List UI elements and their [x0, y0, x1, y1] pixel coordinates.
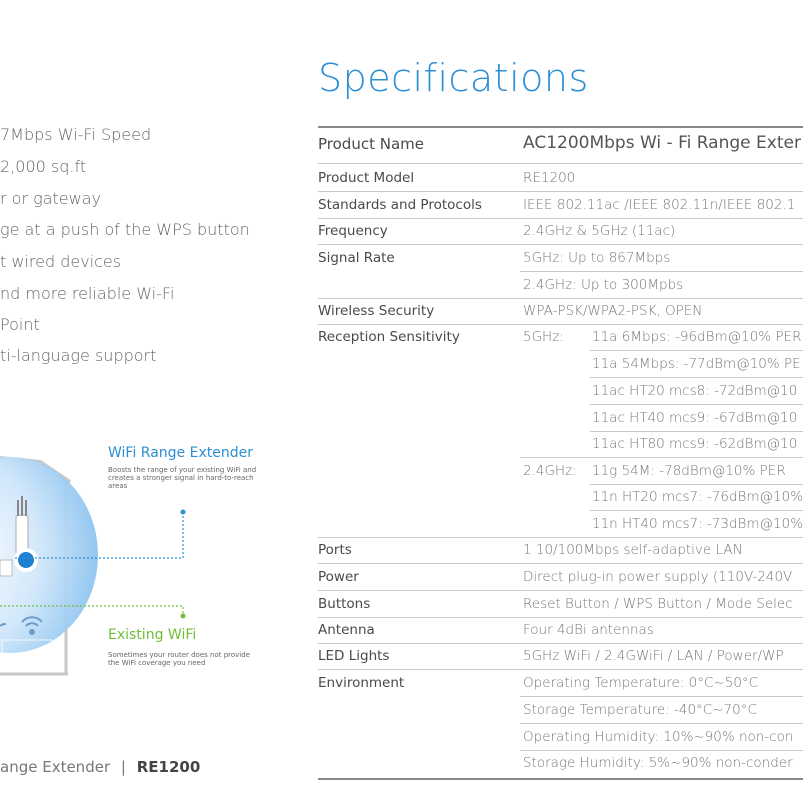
feature-item: r or gateway	[0, 189, 101, 208]
spec-label: Standards and Protocols	[318, 197, 482, 213]
value-divider	[520, 696, 803, 697]
feature-item: 7Mbps Wi-Fi Speed	[0, 125, 152, 144]
existing-wifi-description: Sometimes your router does not provide the WiFi coverage you need	[108, 651, 250, 667]
sensitivity-entry: 11n HT40 mcs7: -73dBm@10%	[592, 516, 803, 532]
row-divider	[318, 590, 803, 591]
spec-label: Signal Rate	[318, 250, 395, 266]
spec-value: Storage Temperature: -40°C~70°C	[523, 702, 757, 718]
extender-description: Boosts the range of your existing WiFi and creates a stronger signal in hard-to-reach areas	[108, 466, 257, 490]
footer-prefix: ange Extender	[0, 758, 111, 776]
spec-value: Reset Button / WPS Button / Mode Selec	[523, 596, 793, 612]
spec-label: Ports	[318, 542, 352, 558]
value-divider	[590, 431, 803, 432]
spec-value: 5GHz WiFi / 2.4GWiFi / LAN / Power/WP	[523, 648, 784, 664]
value-divider	[520, 457, 803, 458]
spec-label: Wireless Security	[318, 303, 435, 319]
spec-value: Direct plug-in power supply (110V-240V	[523, 569, 793, 585]
footer-product-line	[0, 758, 200, 776]
spec-label: Buttons	[318, 596, 371, 612]
value-divider	[590, 484, 803, 485]
sensitivity-entry: 11a 54Mbps: -77dBm@10% PE	[592, 356, 801, 372]
footer-separator: |	[120, 758, 126, 776]
spec-value: 2.4GHz: Up to 300Mpbs	[523, 277, 684, 293]
feature-item: ge at a push of the WPS button	[0, 220, 250, 239]
sensitivity-entry: 11ac HT40 mcs9: -67dBm@10	[592, 410, 798, 426]
extender-title: WiFi Range Extender	[108, 445, 253, 461]
spec-value: WPA-PSK/WPA2-PSK, OPEN	[523, 303, 703, 319]
spec-label: Product Model	[318, 170, 415, 186]
existing-wifi-title: Existing WiFi	[108, 627, 197, 643]
value-divider	[590, 350, 803, 351]
spec-label: LED Lights	[318, 648, 390, 664]
feature-item: Point	[0, 315, 40, 334]
row-divider	[318, 218, 803, 219]
row-divider	[318, 563, 803, 564]
sensitivity-entry: 11ac HT20 mcs8: -72dBm@10	[592, 383, 798, 399]
spec-value: AC1200Mbps Wi - Fi Range Exter	[523, 133, 801, 153]
row-divider	[318, 669, 803, 670]
spec-value: 2.4GHz & 5GHz (11ac)	[523, 223, 676, 239]
spec-value: 5GHz: Up to 867Mbps	[523, 250, 671, 266]
value-divider	[520, 750, 803, 751]
band-label: 5GHz:	[523, 329, 564, 345]
row-divider	[318, 244, 803, 245]
value-divider	[520, 271, 803, 272]
sensitivity-entry: 11n HT20 mcs7: -76dBm@10%	[592, 489, 803, 505]
spec-label: Antenna	[318, 622, 375, 638]
sensitivity-entry: 11g 54M: -78dBm@10% PER	[592, 463, 786, 479]
feature-item: 2,000 sq.ft	[0, 157, 87, 176]
spec-label: Power	[318, 569, 359, 585]
spec-value: Four 4dBi antennas	[523, 622, 654, 638]
spec-value: IEEE 802.11ac /IEEE 802.11n/IEEE 802.1	[523, 197, 796, 213]
feature-item: nd more reliable Wi-Fi	[0, 284, 175, 303]
row-divider	[318, 324, 803, 325]
row-divider	[318, 163, 803, 164]
feature-item: ti-language support	[0, 346, 157, 365]
sensitivity-entry: 11ac HT80 mcs9: -62dBm@10	[592, 436, 798, 452]
row-divider	[318, 537, 803, 538]
table-bottom-rule	[318, 778, 803, 780]
feature-item: t wired devices	[0, 252, 122, 271]
value-divider	[590, 404, 803, 405]
row-divider	[318, 298, 803, 299]
spec-value: 1 10/100Mbps self-adaptive LAN	[523, 542, 743, 558]
value-divider	[520, 723, 803, 724]
spec-label: Frequency	[318, 223, 388, 239]
band-label: 2.4GHz:	[523, 463, 577, 479]
table-top-rule	[318, 126, 803, 128]
spec-value: RE1200	[523, 170, 576, 186]
footer-model: RE1200	[136, 758, 201, 776]
row-divider	[318, 191, 803, 192]
sensitivity-entry: 11a 6Mbps: -96dBm@10% PER	[592, 329, 802, 345]
spec-value: Storage Humidity: 5%~90% non-conder	[523, 755, 793, 771]
specifications-title: Specifications	[318, 56, 589, 100]
spec-label: Product Name	[318, 135, 424, 153]
spec-value: Operating Temperature: 0°C~50°C	[523, 675, 759, 691]
spec-value: Operating Humidity: 10%~90% non-con	[523, 729, 794, 745]
spec-label: Environment	[318, 675, 405, 691]
row-divider	[318, 643, 803, 644]
value-divider	[590, 510, 803, 511]
spec-label: Reception Sensitivity	[318, 329, 460, 345]
row-divider	[318, 617, 803, 618]
value-divider	[590, 377, 803, 378]
